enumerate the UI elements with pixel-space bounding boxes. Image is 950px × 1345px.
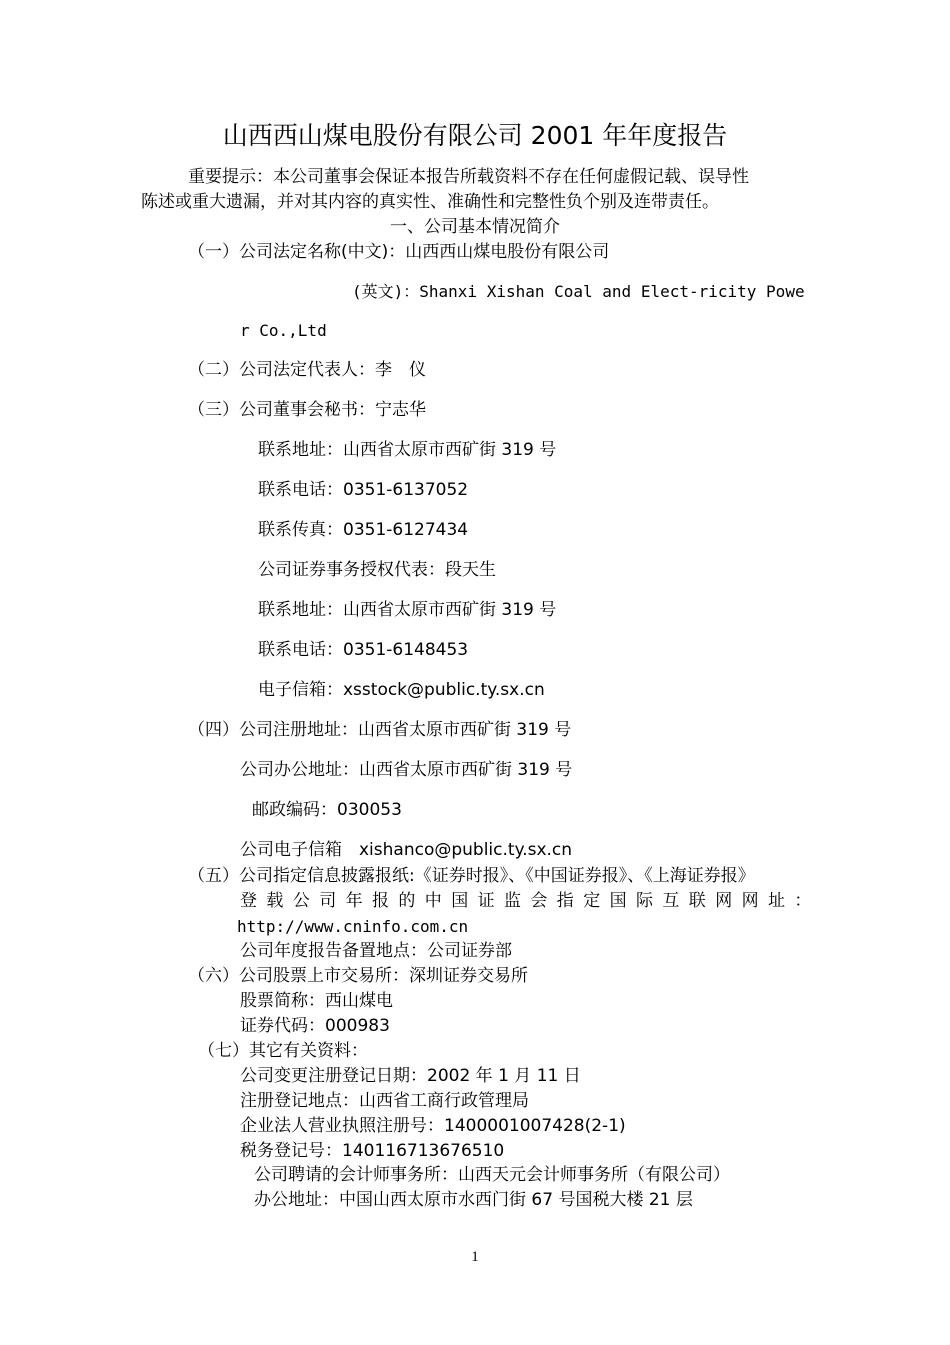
tax-registration-number: 税务登记号：140116713676510 [240, 1141, 505, 1161]
office-address: 公司办公地址：山西省太原市西矿街 319 号 [240, 760, 573, 780]
company-name-en-line1: (英文)：Shanxi Xishan Coal and Elect-ricity Powe [352, 282, 805, 301]
report-location: 公司年度报告备置地点：公司证券部 [240, 941, 512, 961]
securities-representative: 公司证券事务授权代表：段天生 [258, 560, 496, 580]
website-label: 登载公司年报的中国证监会指定国际互联网网址： [240, 891, 821, 911]
secretary-phone: 联系电话：0351-6137052 [258, 480, 469, 500]
registration-place: 注册登记地点：山西省工商行政管理局 [240, 1091, 529, 1111]
legal-representative: （二）公司法定代表人：李 仪 [188, 360, 426, 380]
website-url: http://www.cninfo.com.cn [237, 917, 469, 936]
notice-line-2: 陈述或重大遗漏，并对其内容的真实性、准确性和完整性负个别及连带责任。 [141, 192, 719, 212]
postal-code: 邮政编码：030053 [252, 800, 402, 820]
accounting-firm-address: 办公地址：中国山西太原市水西门街 67 号国税大楼 21 层 [254, 1190, 693, 1210]
secretary-fax: 联系传真：0351-6127434 [258, 520, 469, 540]
company-name-cn: （一）公司法定名称(中文)：山西西山煤电股份有限公司 [188, 242, 610, 262]
stock-exchange: （六）公司股票上市交易所：深圳证券交易所 [188, 966, 528, 986]
report-title: 山西西山煤电股份有限公司 2001 年年度报告 [222, 121, 728, 150]
section-heading: 一、公司基本情况简介 [390, 217, 560, 237]
registered-address: （四）公司注册地址：山西省太原市西矿街 319 号 [188, 720, 572, 740]
stock-abbreviation: 股票简称：西山煤电 [240, 991, 393, 1011]
disclosure-newspapers: （五）公司指定信息披露报纸:《证券时报》、《中国证券报》、《上海证券报》 [188, 866, 755, 886]
accounting-firm: 公司聘请的会计师事务所：山西天元会计师事务所（有限公司） [254, 1165, 730, 1185]
representative-email: 电子信箱：xsstock@public.ty.sx.cn [258, 680, 545, 700]
business-license-number: 企业法人营业执照注册号：1400001007428(2-1) [240, 1116, 626, 1136]
board-secretary: （三）公司董事会秘书：宁志华 [188, 400, 426, 420]
company-name-en-line2: r Co.,Ltd [240, 321, 327, 340]
change-registration-date: 公司变更注册登记日期：2002 年 1 月 11 日 [240, 1066, 581, 1086]
representative-phone: 联系电话：0351-6148453 [258, 640, 469, 660]
secretary-address: 联系地址：山西省太原市西矿街 319 号 [258, 440, 557, 460]
stock-code: 证券代码：000983 [240, 1016, 390, 1036]
other-info-heading: （七）其它有关资料： [198, 1041, 368, 1061]
company-email: 公司电子信箱 xishanco@public.ty.sx.cn [240, 840, 573, 860]
notice-line-1: 重要提示：本公司董事会保证本报告所载资料不存在任何虚假记载、误导性 [188, 167, 749, 187]
representative-address: 联系地址：山西省太原市西矿街 319 号 [258, 600, 557, 620]
page-number: 1 [471, 1249, 479, 1265]
